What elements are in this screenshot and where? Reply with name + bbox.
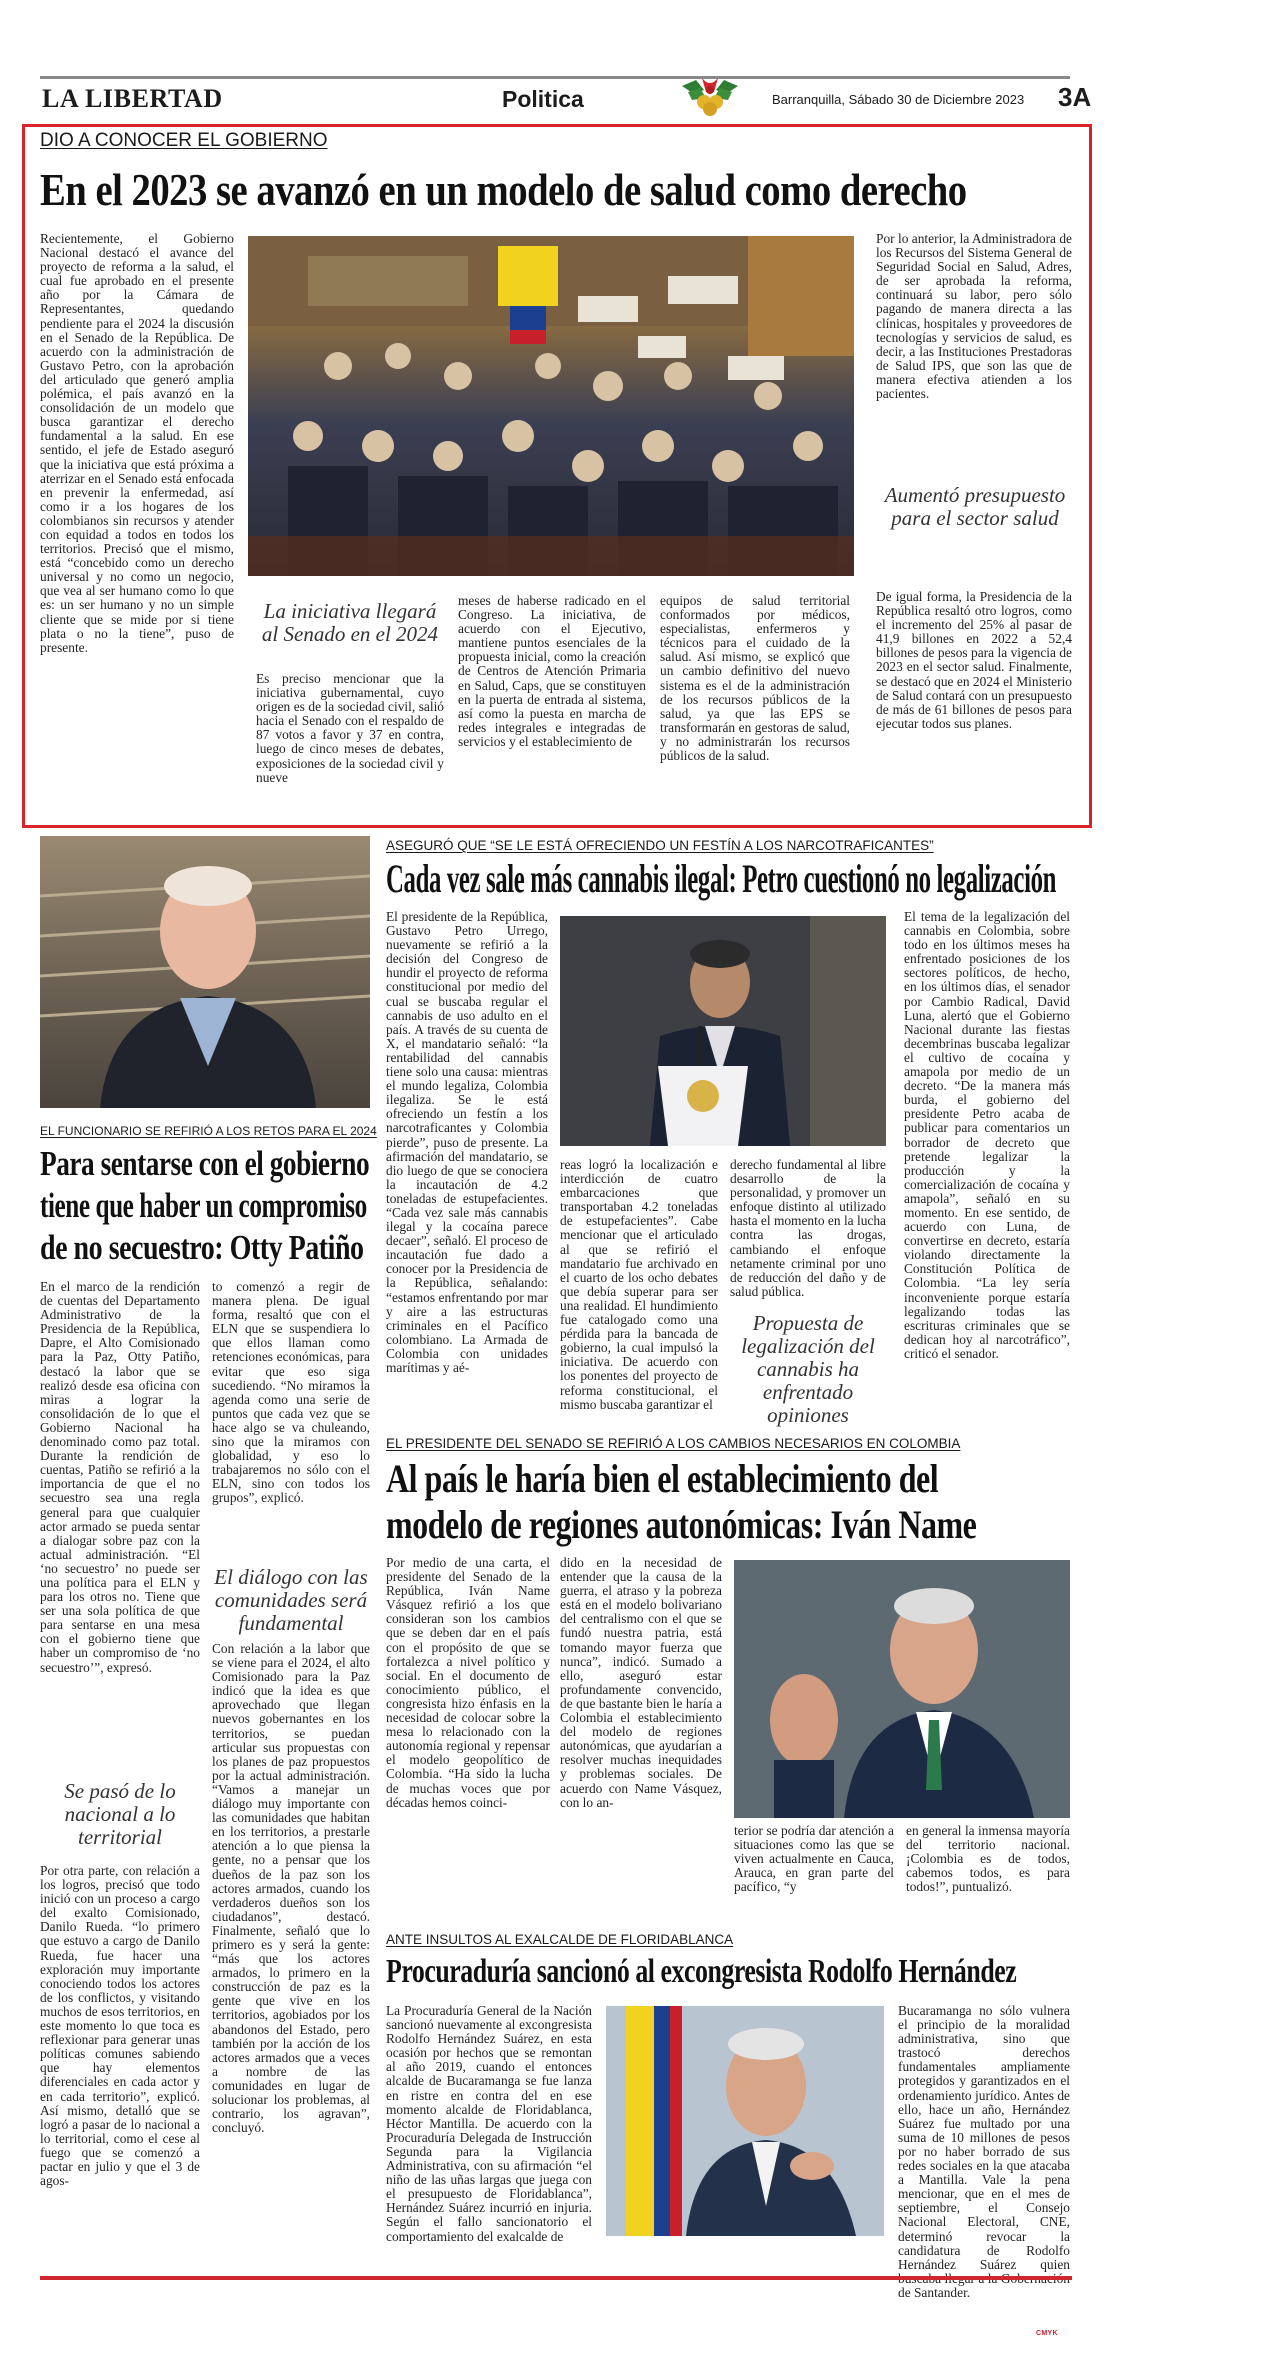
article1-col-d: equipos de salud territorial conformados por médicos, especialistas, enfermeros y técnicos para el cuidado de la salud. Así mismo, se explicó que un cambio definitivo del nuevo sistema es el de la administración de los recursos públicos de la salud, ya que las EPS se transformarán en gestoras de salud, y no administrarán los recursos públicos de la salud. <box>660 593 850 764</box>
article3-kicker: ASEGURÓ QUE “SE LE ESTÁ OFRECIENDO UN FESTÍN A LOS NARCOTRAFICANTES” <box>386 838 934 853</box>
article2-headline-line1: Para sentarse con el gobierno <box>40 1144 370 1183</box>
article2-col-a2: Por otra parte, con relación a los logros, precisó que todo inició con un proceso a cargo del exalto Comisionado, Danilo Rueda. “lo primero que estuvo a cargo de Danilo Rueda, fue hacer una exploración muy importante conociendo todos los actores de los conflictos, y visitando muchos de esos territorios, en este momento lo que toca es reflexionar para generar unas políticas comunes sabiendo que hay elementos diferenciales en cada actor y en cada territorio”, explicó. Así mismo, detalló que se logró a pasar de lo nacional a lo territorial, como el cese al fuego que se comenzó a pactar en julio y que el 3 de agos- <box>40 1863 200 2189</box>
article1-subhead2: Aumentó presupuesto para el sector salud <box>884 483 1066 530</box>
article1-headline: En el 2023 se avanzó en un modelo de salud como derecho <box>40 165 967 215</box>
article2-headline-line3: de no secuestro: Otty Patiño <box>40 1228 364 1267</box>
masthead-rule <box>40 76 1070 79</box>
article3-col-d: El tema de la legalización del cannabis en Colombia, sobre todo en los últimos meses ha enfrentado posiciones de los sectores políticos, de hecho, en los últimos días, el senador por Cambio Radical, David Luna, alertó que el Gobierno Nacional durante las fiestas decembrinas buscaba legalizar el cultivo de cocaína y amapola por medio de un decreto. “De la manera más burda, el gobierno del presidente Petro acaba de publicar para comentarios un borrador de decreto que pretende legalizar la producción y la comercialización de cocaína y amapola”, señaló en su momento. En ese sentido, de acuerdo con Luna, de convertirse en decreto, estaría violando directamente la Constitución Política de Colombia. “La ley sería inconveniente porque estaría legalizando todas las escrituras criminales que se dedican hoy al narcotráfico”, criticó el senador. <box>904 909 1070 1361</box>
article2-subhead-b: El diálogo con las comunidades será fundamental <box>214 1565 368 1635</box>
article5-headline: Procuraduría sancionó al excongresista Rodolfo Hernández <box>386 1953 1017 1990</box>
page-number: 3A <box>1058 82 1092 112</box>
cmyk-mark: CMYK <box>1036 2330 1058 2337</box>
article4-kicker: EL PRESIDENTE DEL SENADO SE REFIRIÓ A LOS CAMBIOS NECESARIOS EN COLOMBIA <box>386 1436 961 1451</box>
article4-col-d: en general la inmensa mayoría del territorio nacional. ¡Colombia es de todos, cabemos todos, es para todos!”, puntualizó. <box>906 1823 1070 1895</box>
article4-headline-line1: Al país le haría bien el establecimiento del <box>386 1456 939 1501</box>
article3-col-b: reas logró la localización e interdicción de cuatro embarcaciones que transportaban 4.2 toneladas de estupefacientes”. Cabe mencionar que el articulado al que se refirió el mandatario fue archivado en el cuarto de los ocho debates que debía superar para ser una realidad. El hundimiento fue catalogado como una pérdida para la bancada de gobierno, la cual impulsó la iniciativa. De acuerdo con los ponentes del proyecto de reforma constitucional, el mismo buscaba garantizar el <box>560 1157 718 1412</box>
article1-col-left: Recientemente, el Gobierno Nacional destacó el avance del proyecto de reforma a la salud, el cual fue aprobado en el presente año por la Cámara de Representantes, quedando pendiente para el 2024 la discusión en el Senado de la República. De acuerdo con la administración de Gustavo Petro, con la aprobación del articulado que generó amplia polémica, el país avanzó en la consolidación de un modelo que busca garantizar el derecho fundamental a la salud. En ese sentido, el jefe de Estado aseguró que la iniciativa que está próxima a aterrizar en el Senado está enfocada en prevenir la enfermedad, así como ir a los hogares de los colombianos sin recursos y atender con equidad a todos en todos los territorios. Precisó que el mismo, está “concebido como un derecho universal y no como un negocio, que vea al ser humano como lo que es: un ser humano y no un simple cliente que se mide por si tiene plata o no la tiene”, puso de presente. <box>40 231 234 655</box>
article1-kicker: DIO A CONOCER EL GOBIERNO <box>40 130 328 151</box>
article2-headline-line2: tiene que haber un compromiso <box>40 1186 367 1225</box>
congress-vote-photo <box>248 236 854 576</box>
article1-col-c: meses de haberse radicado en el Congreso. La iniciativa, de acuerdo con el Ejecutivo, mantiene puntos esenciales de la propuesta inicial, como la creación de Centros de Atención Primaria en Salud, Caps, que se constituyen en la puerta de entrada al sistema, así como la puesta en marcha de redes integrales e integradas de servicios y el establecimiento de <box>458 593 646 749</box>
article1-col-right-top: Por lo anterior, la Administradora de los Recursos del Sistema General de Seguridad Social en Salud, Adres, de ser aprobada la reforma, continuará su labor, pero sólo pagando de manera directa a las clínicas, hospitales y proveedores de tecnologías y servicios de salud, es decir, a las Instituciones Prestadoras de Salud IPS, que son las que de manera efectiva atienden a los pacientes. <box>876 231 1072 402</box>
article1-col-right-bottom: De igual forma, la Presidencia de la República resaltó otro logros, como el incremento del 25% al pasar de 41,9 billones en 2022 a 52,4 billones de pesos para la vigencia de 2023 en el sector salud. Finalmente, se destacó que en 2024 el Ministerio de Salud contará con un presupuesto de más de 61 billones de pesos para ejecutar todos sus planes. <box>876 589 1072 731</box>
article4-headline-line2: modelo de regiones autonómicas: Iván Name <box>386 1502 977 1547</box>
ivan-name-photo <box>734 1560 1070 1818</box>
christmas-ornament-icon <box>680 72 740 120</box>
article3-col-c: derecho fundamental al libre desarrollo de la personalidad, y promover un enfoque distinto al utilizado hasta el momento en la lucha contra las drogas, cambiando el enfoque netamente criminal por uno de reducción del daño y de salud pública. <box>730 1157 886 1299</box>
article4-col-c: terior se podría dar atención a situaciones como las que se viven actualmente en Cauca, Arauca, en gran parte del pacífico, “y <box>734 1823 894 1895</box>
paper-name: LA LIBERTAD <box>42 84 223 113</box>
masthead <box>40 76 1092 113</box>
article1-col-b: Es preciso mencionar que la iniciativa gubernamental, cuyo origen es de la sociedad civil, salió hacia el Senado con el respaldo de 87 votos a favor y 37 en contra, luego de cinco meses de debates, exposiciones de la sociedad civil y nueve <box>256 671 444 785</box>
otty-patino-photo <box>40 836 370 1108</box>
article4-col-a: Por medio de una carta, el presidente del Senado de la República, Iván Name Vásquez refirió a los que consideran son los cambios que se deben dar en el país con el propósito de que se fortalezca a nivel político y social. En el documento de conocimiento público, el congresista hizo énfasis en la necesidad de colocar sobre la mesa lo relacionado con la autonomía regional y repensar el modelo geopolítico de Colombia. “Ha sido la lucha de muchas voces que por décadas hemos coinci- <box>386 1555 550 1810</box>
rodolfo-hernandez-photo <box>606 2006 884 2236</box>
petro-podium-photo <box>560 916 886 1146</box>
article2-subhead-a: Se pasó de lo nacional a lo territorial <box>64 1779 176 1849</box>
article2-col-b: to comenzó a regir de manera plena. De igual forma, resaltó que con el ELN que se suspendiera lo que ellos llaman como retenciones económicas, para evitar que eso siga sucediendo. “No miramos la agenda como una serie de puntos que cada vez que se hace algo se va chuleando, sino que la miramos con globalidad, y eso lo trabajaremos no sólo con el ELN, sino con todos los grupos”, explicó. <box>212 1279 370 1506</box>
article5-kicker: ANTE INSULTOS AL EXALCALDE DE FLORIDABLANCA <box>386 1932 734 1947</box>
article3-subhead: Propuesta de legalización del cannabis ha enfrentado opiniones <box>741 1311 875 1427</box>
article1-subhead1: La iniciativa llegará al Senado en el 2024 <box>261 599 439 646</box>
footer-rule <box>40 2276 1072 2280</box>
article4-col-b: dido en la necesidad de entender que la causa de la guerra, el atraso y la pobreza está en el modelo bolivariano del centralismo con el que se fundó nuestra patria, está tomando mayor fuerza que nunca”, indicó. Sumado a ello, aseguró estar profundamente convencido, de que bastante bien le haría a Colombia el establecimiento del modelo de regiones autonómicas, que ayudarían a resolver muchas inequidades y problemas sociales. De acuerdo con Name Vásquez, con lo an- <box>560 1555 722 1810</box>
article5-col-b: Bucaramanga no sólo vulnera el principio de la moralidad administrativa, sino que trastocó derechos fundamentales ampliamente protegidos y garantizados en el ordenamiento jurídico. Antes de ello, hace un año, Hernández Suárez fue multado por una suma de 10 millones de pesos por no haber borrado de sus redes sociales en la que atacaba a Mantilla. Vale la pena mencionar, que en el mes de septiembre, el Consejo Nacional Electoral, CNE, determinó revocar la candidatura de Rodolfo Hernández Suárez quien de Santander. <box>898 2003 1070 2300</box>
article2-col-b2: Con relación a la labor que se viene para el 2024, el alto Comisionado para la Paz indicó que la idea es que aprovechado que llegan nuevos gobernantes en los territorios, se puedan articular sus propuestas con los planes de paz propuestos por la actual administración. “Vamos a manejar un diálogo muy importante con las comunidades que habitan en los territorios, a prestarle atención a lo que piensa la gente, no a pensar que los dueños de la paz son los actores armados, cuando los verdaderos dueños son los ciudadanos”, destacó. Finalmente, señaló que lo primero es y será la gente: “más que los actores armados, lo primero en la construcción de paz es la gente que vive en los territorios, agobiados por los abandonos del Estado, pero también por la acción de los actores armados que a veces a nombre de las comunidades en lugar de solucionar los problemas, al contrario, los agravan”, concluyó. <box>212 1641 370 2136</box>
article3-headline: Cada vez sale más cannabis ilegal: Petro cuestionó no legalización <box>386 856 1057 901</box>
article5-col-a: La Procuraduría General de la Nación sancionó nuevamente al excongresista Rodolfo Hernández Suárez, en esta ocasión por hechos que se remontan al año 2019, cuando el entonces alcalde de Bucaramanga se fue lanza en ristre en contra del en ese momento alcalde de Floridablanca, Héctor Mantilla. De acuerdo con la Procuraduría Delegada de Instrucción Segunda para la Vigilancia Administrativa, con su afirmación “el niño de las uñas largas que juega con el presupuesto de Floridablanca”, Hernández Suárez incurrió en injuria. Según el fallo sancionatorio el comportamiento del exalcalde de <box>386 2003 592 2244</box>
section-name: Politica <box>502 86 584 112</box>
article2-kicker: EL FUNCIONARIO SE REFIRIÓ A LOS RETOS PARA EL 2024 <box>40 1124 377 1138</box>
article3-col-a: El presidente de la República, Gustavo Petro Urrego, nuevamente se refirió a la decisión del Congreso de hundir el proyecto de reforma constitucional por medio del cual se buscaba regular el cannabis de uso adulto en el país. A través de su cuenta de X, el mandatario señaló: “la rentabilidad del cannabis tiene solo una causa: mientras el mundo legaliza, Colombia ilegaliza. Se le está ofreciendo un festín a los narcotraficantes y Colombia pierde”, puso de presente. La afirmación del mandatario, se dio luego de que se conociera la incautación de 4.2 toneladas de estupefacientes. “Cada vez sale más cannabis ilegal y la cocaína parece decaer”, señaló. El proceso de incautación fue dado a conocer por la Presidencia de la República, señalando: “estamos enfrentando por mar y aire a las estructuras criminales en el Pacífico colombiano. La Armada de Colombia con unidades marítimas y aé- <box>386 909 548 1375</box>
article2-col-a: En el marco de la rendición de cuentas del Departamento Administrativo de la Presidencia de la República, Dapre, el Alto Comisionado para la Paz, Otty Patiño, destacó la labor que se realizó desde esa oficina con miras a lograr la consolidación de lo que el Gobierno Nacional ha denominado como paz total. Durante la rendición de cuentas, Patiño se refirió a la importancia de que el no secuestro sea una regla general para que cualquier actor armado se pueda sentar a dialogar sobre paz con la actual administración. “El ‘no secuestro’ no puede ser una política para el ELN y para los otros no. Tiene que ser una sola política de que para sentarse en una mesa con el gobierno tiene que haber un compromiso de ‘no secuestro’”, expresó. <box>40 1279 200 1675</box>
dateline: Barranquilla, Sábado 30 de Diciembre 2023 <box>772 92 1025 107</box>
